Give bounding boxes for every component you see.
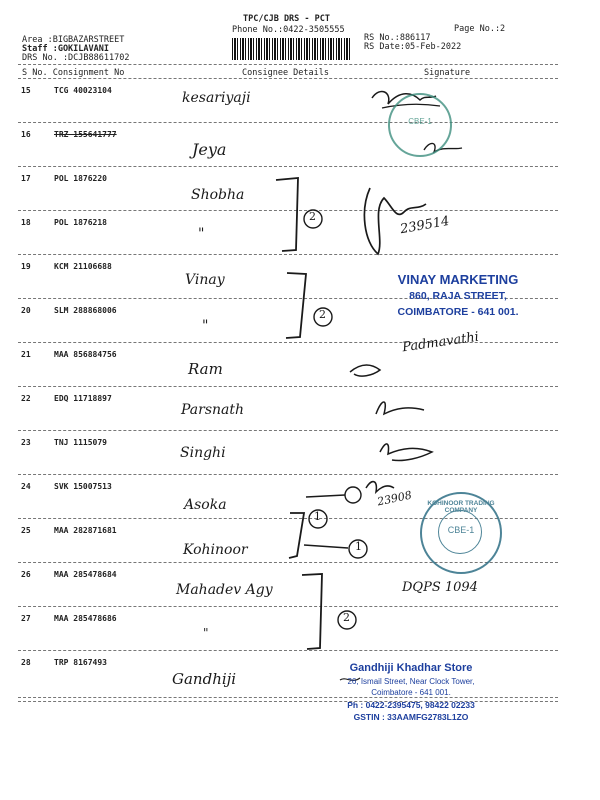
area-label: Area :BIGBAZARSTREET <box>22 35 125 45</box>
stamp-line: Gandhiji Khadhar Store <box>349 662 473 674</box>
count-circle <box>345 487 361 503</box>
col-header-sno: S No. Consignment No <box>22 68 125 78</box>
consignee-name: " <box>202 318 209 334</box>
row-consignment: MAA 282871681 <box>54 526 117 535</box>
bracket-17-18 <box>276 178 298 251</box>
row-consignment: SLM 288868006 <box>54 306 117 315</box>
consignee-name: Shobha <box>191 187 245 203</box>
consignee-name: Ram <box>188 360 223 378</box>
consignee-name: " <box>203 626 209 640</box>
count-value: 2 <box>309 210 316 223</box>
row-sno: 27 <box>21 614 31 623</box>
consignee-name: Jeya <box>192 140 227 159</box>
handwritten-note: 23908 <box>376 488 413 509</box>
signature <box>350 365 380 376</box>
count-value: 1 <box>314 510 321 523</box>
stamp-center-text: CBE-1 <box>447 525 475 535</box>
row-consignment: TRP 8167493 <box>54 658 107 667</box>
count-value: 2 <box>343 611 350 624</box>
pointer-line <box>304 545 348 548</box>
consignee-name: Parsnath <box>181 402 245 418</box>
row-consignment: POL 1876220 <box>54 174 107 183</box>
stamp-line: Coimbatore - 641 001. <box>371 688 451 697</box>
consignee-name: kesariyaji <box>182 90 251 106</box>
consignee-name: Vinay <box>185 272 225 288</box>
row-sno: 20 <box>21 306 31 315</box>
bracket-19-20 <box>286 273 306 338</box>
stamp-center-text: CBE-1 <box>408 117 432 126</box>
company-round-stamp <box>420 492 502 574</box>
phone-number: Phone No.:0422-3505555 <box>232 25 345 35</box>
col-header-consignee: Consignee Details <box>242 68 329 78</box>
consignee-name: Singhi <box>180 445 226 461</box>
stamp-line: GSTIN : 33AAMFG2783L1ZO <box>353 712 469 722</box>
row-consignment: EDQ 11718897 <box>54 394 112 403</box>
handwritten-note: DQPS 1094 <box>402 580 478 595</box>
row-sno: 18 <box>21 218 31 227</box>
row-sno: 15 <box>21 86 31 95</box>
bracket-24-25 <box>289 513 304 558</box>
row-sno: 28 <box>21 658 31 667</box>
row-sno: 24 <box>21 482 31 491</box>
page-number: Page No.:2 <box>454 24 506 34</box>
row-sno: 19 <box>21 262 31 271</box>
consignee-name: Mahadev Agy <box>176 582 273 598</box>
bracket-26-27 <box>302 574 322 649</box>
row-sno: 23 <box>21 438 31 447</box>
count-value: 2 <box>319 308 326 321</box>
row-sno: 16 <box>21 130 31 139</box>
row-sno: 25 <box>21 526 31 535</box>
rs-date: RS Date:05-Feb-2022 <box>364 42 462 52</box>
consignee-name: Gandhiji <box>172 670 237 688</box>
col-header-signature: Signature <box>424 68 471 78</box>
row-sno: 26 <box>21 570 31 579</box>
handwritten-note: Padmavathi <box>401 329 480 356</box>
row-consignment: TRZ 155641777 <box>54 130 117 139</box>
row-consignment: MAA 856884756 <box>54 350 117 359</box>
stamp-line: COIMBATORE - 641 001. <box>397 306 519 318</box>
row-consignment: KCM 21106688 <box>54 262 112 271</box>
row-consignment: SVK 15007513 <box>54 482 112 491</box>
consignee-name: Asoka <box>184 497 227 513</box>
staff-label: Staff :GOKILAVANI <box>22 44 109 54</box>
row-sno: 17 <box>21 174 31 183</box>
stamp-line: VINAY MARKETING <box>397 272 519 287</box>
signature <box>376 402 424 414</box>
consignee-name: " <box>198 226 205 242</box>
row-consignment: MAA 285478686 <box>54 614 117 623</box>
signature <box>380 444 432 461</box>
row-sno: 22 <box>21 394 31 403</box>
row-consignment: TNJ 1115079 <box>54 438 107 447</box>
round-stamp <box>388 93 452 157</box>
stamp-line: Ph : 0422-2395475, 98422 02233 <box>347 700 475 710</box>
handwritten-note: 239514 <box>399 213 451 238</box>
pointer-line <box>306 495 345 497</box>
consignee-name: Kohinoor <box>183 542 248 558</box>
count-value: 1 <box>355 540 362 553</box>
row-consignment: TCG 40023104 <box>54 86 112 95</box>
row-sno: 21 <box>21 350 31 359</box>
rs-number: RS No.:886117 <box>364 33 431 43</box>
stamp-line: 26, Ismail Street, Near Clock Tower, <box>347 677 475 686</box>
stamp-ring-text: KOHINOOR TRADING COMPANY <box>427 500 495 514</box>
row-consignment: POL 1876218 <box>54 218 107 227</box>
row-consignment: MAA 285478684 <box>54 570 117 579</box>
stamp-line: 860, RAJA STREET, <box>409 290 507 302</box>
doc-title: TPC/CJB DRS - PCT <box>243 14 330 24</box>
signature <box>366 482 394 492</box>
drs-number: DRS No. :DCJB88611702 <box>22 53 130 63</box>
